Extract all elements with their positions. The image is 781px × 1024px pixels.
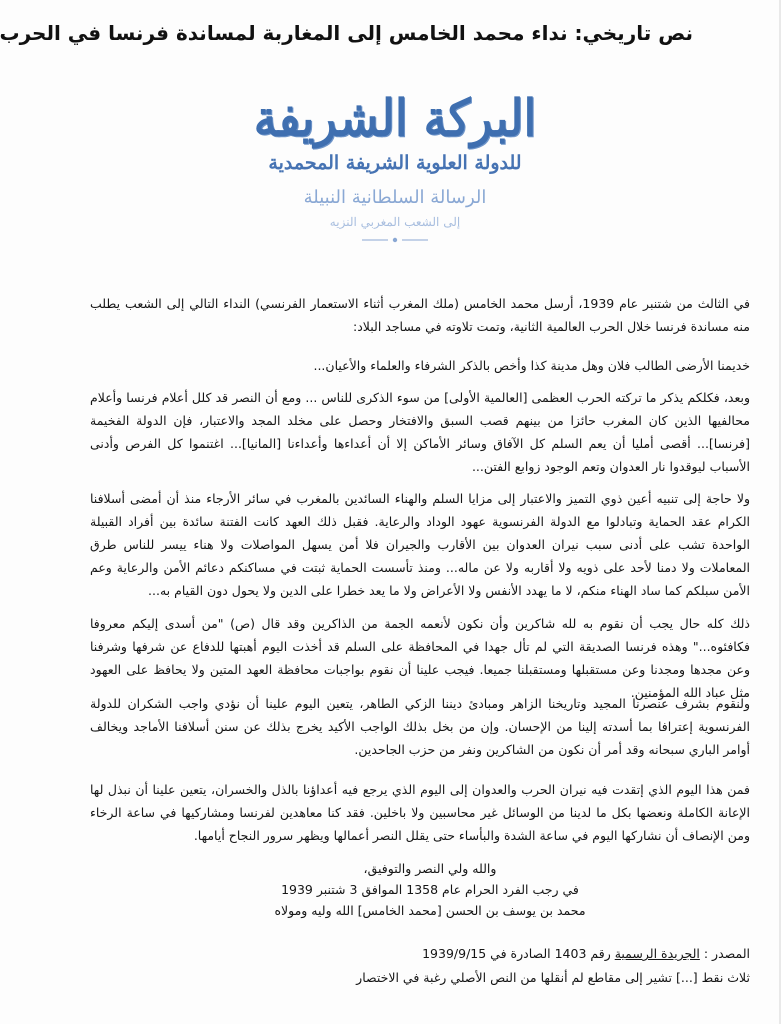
letterhead-heading: الرسالة السلطانية النبيلة (303, 187, 487, 208)
source-label: المصدر : (703, 946, 750, 961)
letterhead-calligraphy-sub: للدولة العلوية الشريفة المحمدية (268, 152, 522, 174)
source-link[interactable]: الجريدة الرسمية (614, 946, 700, 961)
body-paragraph: ذلك كله حال يجب أن نقوم به لله شاكرين وأن نكون لأنعمه الجمة من الذاكرين وقد قال (ص) "من أسدى إليكم معروفا فكافئوه..." وهذه فرنسا الصديقة التي لم تأل جهدا في المحافظة على السلم قد أخذت اليوم أهبتها للدفاع عن شرفها وشرفنا وعن مجدها ومجدنا وعن مستقبلها ومستقبلنا جميعا. فيجب علينا أن نقوم بواجبات محافظة العهد المتين ولا يحافظ على العهود مثل عباد الله المؤمنين. (90, 616, 750, 700)
page-title: نص تاريخي: نداء محمد الخامس إلى المغاربة لمساندة فرنسا في الحرب (0, 21, 693, 45)
intro-paragraph: في الثالث من شتنبر عام 1939، أرسل محمد الخامس (ملك المغرب أثناء الاستعمار الفرنسي) النداء التالي إلى الشعب يطلب منه مساندة فرنسا خلال الحرب العالمية الثانية، وتمت تلاوته في مساجد البلاد: (90, 296, 750, 334)
body-paragraph: فمن هذا اليوم الذي إتقدت فيه نيران الحرب والعدوان إلى اليوم الذي يرجع فيه أعداؤنا بالذل والخسران، يتعين علينا أن نبذل لها الإعانة الكاملة ونعضها بكل ما لدينا من الوسائل غير محاسبين ولا باخلين. فقد كنا معاهدين لفرنسا ومشاركيها في ساعة الرخاء ومن الإنصاف أن نشاركها اليوم في ساعة الشدة والبأساء حتى يقلل النصر أعمالها ويظهر سرور النجاح أيامها. (90, 782, 750, 843)
source-note: ثلاث نقط [...] تشير إلى مقاطع لم أنقلها من النص الأصلي رغبة في الاختصار (356, 970, 750, 985)
body-paragraph: ولنقوم بشرف عنصرنا المجيد وتاريخنا الزاهر ومبادئ ديننا الزكي الطاهر، يتعين اليوم علينا أن نؤدي واجب الشكران للدولة الفرنسوية إعترافا بما أسدته إلينا من الإحسان. وإن من بخل بذلك الواجب الأكيد يخرج بذلك عن سنن أسلافنا الأماجد ويخالف أوامر الباري سبحانه وقد أمر أن نكون من الشاكرين ونفر من حزب الجاحدين. (90, 696, 750, 757)
ornament-divider-icon (360, 236, 430, 244)
source-detail: رقم 1403 الصادرة في 1939/9/15 (422, 946, 615, 961)
closing-block (230, 858, 630, 921)
royal-letterhead (230, 88, 560, 267)
source-block (90, 942, 750, 990)
closing-signature: محمد بن يوسف بن الحسن [محمد الخامس] الله وليه ومولاه (274, 903, 586, 918)
letterhead-subheading: إلى الشعب المغربي النزيه (329, 215, 461, 229)
source-line (90, 942, 750, 966)
letterhead-calligraphy-main: البركة الشريفة (253, 88, 537, 148)
salutation-paragraph: خديمنا الأرضى الطالب فلان وهل مدينة كذا وأخص بالذكر الشرفاء والعلماء والأعيان... (313, 358, 750, 373)
body-paragraph: ولا حاجة إلى تنبيه أعين ذوي التميز والاعتبار إلى مزايا السلم والهناء السائدين بالمغرب في سائر الأرجاء منذ أن أمضى أسلافنا الكرام عقد الحماية وتبادلوا مع الدولة الفرنسوية عهود الوداد والرعاية. فقبل ذلك العهد كانت الفتنة سائدة بين أفراد القبيلة الواحدة تشب على أدنى سبب نيران العدوان بين الأقارب والجيران فلا أمن يسهل المواصلات ولا هناء ييسر للناس طرق المعاملات ولا دمنا لأحد على ذويه ولا أقاربه ولا عن ماله... ومنذ تأسست الحماية ثبتت في مساكنكم دعائم الأمن والرعاية وعم الأمن سبلكم كما ساد الهناء منكم، لا ما يهدد الأنفس ولا الأعراض ولا ما يعد خطرا على الدين ولا يحول دون القيام به... (90, 491, 750, 598)
closing-line: والله ولي النصر والتوفيق، (363, 861, 497, 876)
closing-date: في رجب الفرد الحرام عام 1358 الموافق 3 شتنبر 1939 (281, 882, 579, 897)
body-paragraph: وبعد، فكلكم يذكر ما تركته الحرب العظمى [العالمية الأولى] من سوء الذكرى للناس ... ومع أن النصر قد كلل أعلام فرنسا وأعلام محالفيها الذين كان المغرب حائزا من بينهم قصب السبق والافتخار وحصل على مخلد المجد والاعتبار، فإن الدولة الفخيمة [فرنسا]... أقصى أمليا أن يعم السلم كل الآفاق وسائر الأماكن إلا أن أعداءها وأعداءنا [المانيا]... اغتنموا كل الفرص وأدنى الأسباب ليوقدوا نار العدوان وتعم الوجود زوابع الفتن... (90, 390, 750, 474)
